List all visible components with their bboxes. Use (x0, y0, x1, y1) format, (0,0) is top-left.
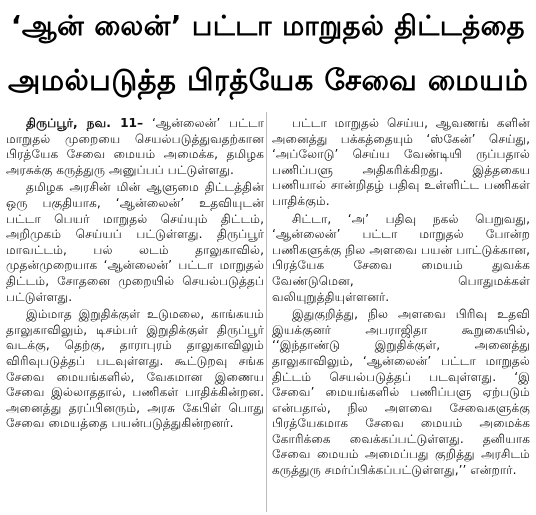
paragraph: இம்மாத இறுதிக்குள் உடுமலை, காங்கயம் தாலுகாவிலும், டிசம்பர் இறுதிக்குள் திருப்பூர் வடக்கு, தெற்கு, தாராபுரம் தாலுகாவிலும் விரிவுபடுத்தப் படவுள்ளது. கூட்டுறவு சங்க சேவை மையங்களில், வேகமான இணைய சேவை இல்லாததால், பணிகள் பாதிக்கின்றன. அனைத்து தரப்பினரும், அரசு கேபிள் பொது சேவை மையத்தை பயன்படுத்துகின்றனர். (6, 307, 264, 431)
column-divider (266, 112, 267, 512)
paragraph: இதுகுறித்து, நில அளவை பிரிவு உதவி இயக்குனர் அபராஜிதா கூறுகையில், ‘‘இந்தாண்டு இறுதிக்குள், அனைத்து தாலுகாவிலும், ‘ஆன்லைன்’ பட்டா மாறுதல் திட்டம் செயல்படுத்தப் படவுள்ளது. ‘இ சேவை’ மையங்களில் பணிப்பளு ஏற்படும் என்பதால், நில அளவை சேவைகளுக்கு பிரத்யேகமாக சேவை மையம் அமைக்க கோரிக்கை வைக்கப்பட்டுள்ளது. தனியாக சேவை மையம் அமைப்பது குறித்து அரசிடம் கருத்துரு சமர்ப்பிக்கப்பட்டுள்ளது,’’ என்றார். (272, 307, 530, 478)
paragraph (6, 116, 264, 178)
paragraph: சிட்டா, ‘அ’ பதிவு நகல் பெறுவது, ‘ஆன்லைன்’ பட்டா மாறுதல் போன்ற பணிகளுக்கு நில அளவை பயன் பாட்டுக்கான, பிரத்யேக சேவை மையம் துவக்க வேண்டுமென, பொதுமக்கள் வலியுறுத்தியுள்ளனர். (272, 211, 530, 304)
headline-line-2: அமல்படுத்த பிரத்யேக சேவை மையம் (8, 63, 528, 97)
paragraph: தமிழக அரசின் மின் ஆளுமை திட்டத்தின் ஒரு பகுதியாக, ‘ஆன்லைன்’ உதவியுடன் பட்டா பெயர் மாறுதல் செய்யும் திட்டம், அறிமுகம் செய்யப் பட்டுள்ளது. திருப்பூர் மாவட்டம், பல் லடம் தாலுகாவில், முதன்முறையாக ‘ஆன்லைன்’ பட்டா மாறுதல் திட்டம், சோதனை முறையில் செயல்படுத்தப் பட்டுள்ளது. (6, 180, 264, 304)
headline-line-1: ‘ஆன் லைன்’ பட்டா மாறுதல் திட்டத்தை (10, 10, 526, 42)
article-column-right (272, 116, 530, 481)
dateline: திருப்பூர், நவ. 11– (26, 116, 144, 130)
paragraph: பட்டா மாறுதல் செய்ய, ஆவணங் களின் அனைத்து பக்கத்தையும் ‘ஸ்கேன்’ செய்து, ‘அப்லோடு’ செய்ய வேண்டியி ருப்பதால் பணிப்பளு அதிகரிக்கிறது. இத்தகைய பணியால் சான்றிதழ் பதிவு உள்ளிட்ட பணிகள் பாதிக்கும். (272, 116, 530, 208)
article-column-left (6, 116, 264, 434)
paragraph-text: ‘ஆன்லைன்’ பட்டா மாறுதல் முறையை செயல்படுத்துவதற்கான பிரத்யேக சேவை மையம் அமைக்க, தமிழக அரசுக்கு கருத்துரு அனுப்பப் பட்டுள்ளது. (6, 116, 265, 177)
